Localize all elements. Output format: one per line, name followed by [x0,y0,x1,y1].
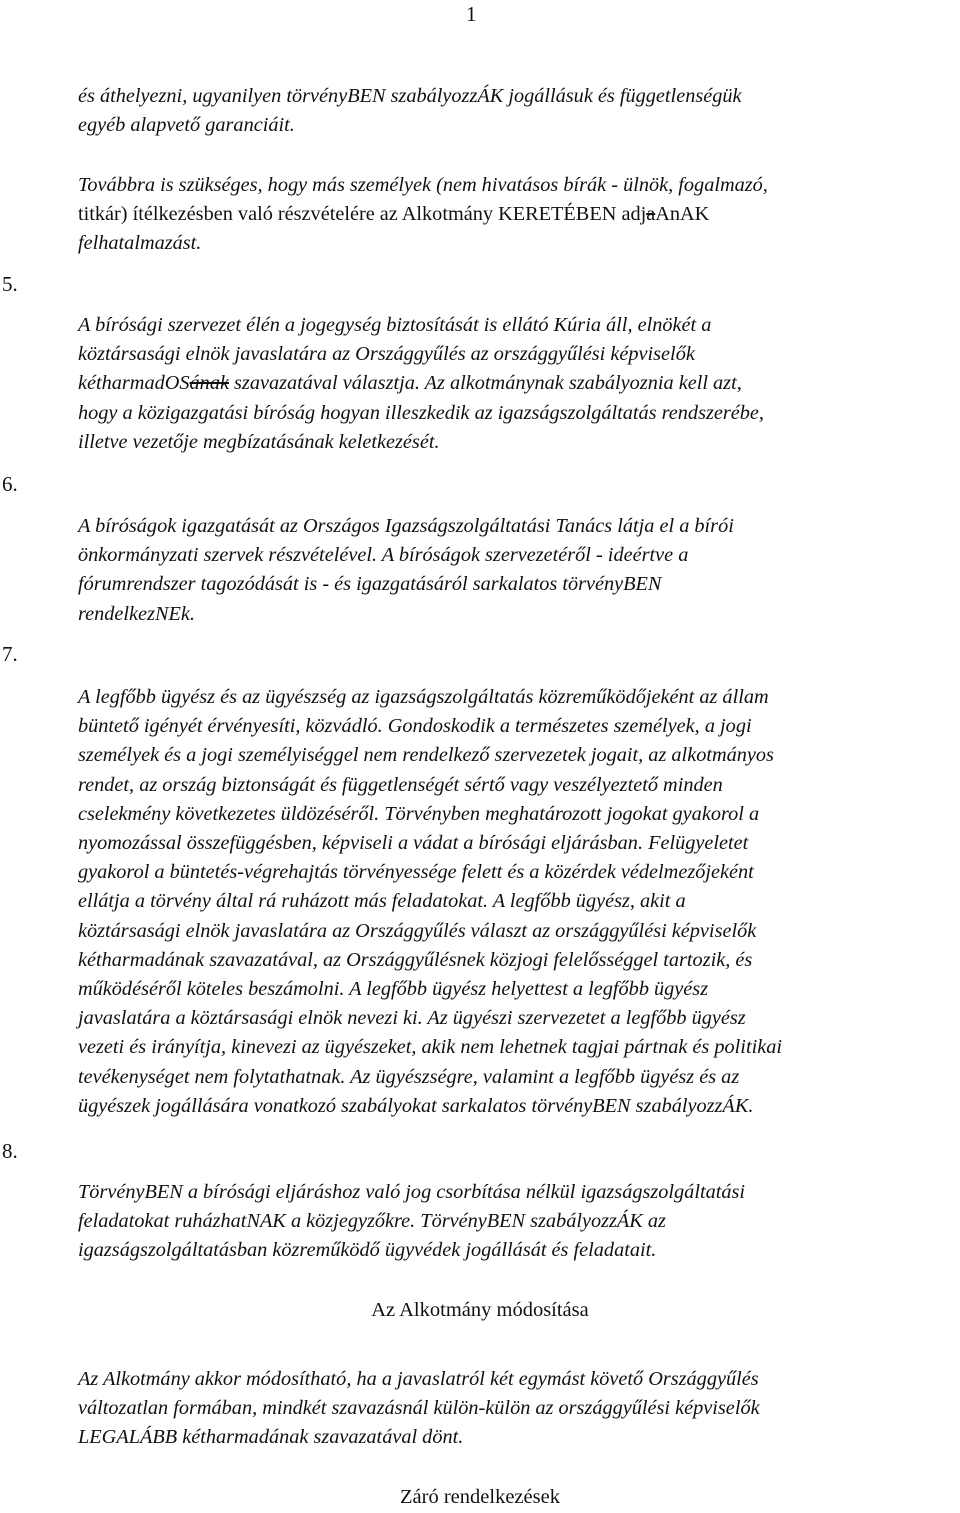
text-segment: kétharmadOS [78,372,190,395]
section-number-5: 5. [2,272,18,296]
text-line: ellátja a törvény által rá ruházott más feladatokat. A legfőbb ügyész, akit a [78,890,686,913]
text-line: személyek és a jogi személyiséggel nem rendelkező szervezetek jogait, az alkotmányos [78,744,774,767]
heading-amendment: Az Alkotmány módosítása [371,1299,589,1321]
text-line: működéséről köteles beszámolni. A legfőbb ügyész helyettest a legfőbb ügyész [78,978,709,1001]
text-segment: titkár) ítélkezésben való részvételére az Alkotmány KERETÉBEN [78,203,622,226]
section-number-7: 7. [2,642,18,666]
text-line: köztársasági elnök javaslatára az Országgyűlés választ az országgyűlési képviselők [78,919,757,942]
text-line: gyakorol a büntetés-végrehajtás törvényessége felett és a közérdek védelmezőjeként [78,861,754,884]
paragraph-court-administration [78,512,960,629]
text-line: rendelkezNEk. [78,602,195,625]
text-line: igazságszolgáltatásban közreműködő ügyvédek jogállását és feladatait. [78,1239,657,1262]
text-line: rendet, az ország biztonságát és függetlenségét sértő vagy veszélyeztető minden [78,773,723,796]
text-line: vezeti és irányítja, kinevezi az ügyészeket, akik nem lehetnek tagjai pártnak és politikai [78,1036,782,1059]
text-line: egyéb alapvető garanciáit. [78,114,295,137]
text-line: A bíróságok igazgatását az Országos Igazságszolgáltatási Tanács látja el a bírói [78,515,734,537]
text-line: Az Alkotmány akkor módosítható, ha a javaslatról két egymást követő Országgyűlés [78,1368,759,1390]
text-line: feladatokat ruházhatNAK a közjegyzőkre. TörvényBEN szabályozzÁK az [78,1210,666,1233]
text-line: változatlan formában, mindkét szavazásnál külön-külön az országgyűlési képviselők [78,1397,760,1420]
paragraph-prosecutor [78,683,960,1121]
text-line: köztársasági elnök javaslatára az Országgyűlés az országgyűlési képviselők [78,343,695,366]
text-line: ügyészek jogállására vonatkozó szabályokat sarkalatos törvényBEN szabályozzÁK. [78,1094,754,1117]
text-line: illetve vezetője megbízatásának keletkezését. [78,430,440,453]
text-line: fórumrendszer tagozódását is - és igazgatásáról sarkalatos törvényBEN [78,573,662,596]
section-number-8: 8. [2,1139,18,1163]
text-line: TörvényBEN a bírósági eljáráshoz való jog csorbítása nélkül igazságszolgáltatási [78,1181,746,1203]
text-line: és áthelyezni, ugyanilyen törvényBEN szabályozzÁK jogállásuk és függetlenségük [78,85,742,107]
text-segment: AnAK [655,203,710,226]
text-line: LEGALÁBB kétharmadának szavazatával dönt. [78,1426,464,1449]
page-number: 1 [466,2,477,26]
text-line: A legfőbb ügyész és az ügyészség az igazságszolgáltatás közreműködőjeként az állam [78,686,769,708]
text-line: önkormányzati szervek részvételével. A bíróságok szervezetéről - ideértve a [78,544,689,567]
paragraph-amendment [78,1365,960,1453]
text-line: tevékenységet nem folytathatnak. Az ügyészségre, valamint a legfőbb ügyész és az [78,1065,740,1088]
text-line: nyomozással összefüggésben, képviseli a vádat a bírósági eljárásban. Felügyeletet [78,832,749,855]
text-line: kétharmadának szavazatával, az Országgyűlésnek közjogi felelősséggel tartozik, és [78,948,753,971]
text-line [78,200,960,229]
section-number-6: 6. [2,472,18,496]
paragraph-guarantees [78,82,960,140]
text-line: hogy a közigazgatási bíróság hogyan illeszkedik az igazságszolgáltatás rendszerébe, [78,401,764,424]
text-line: felhatalmazást. [78,232,202,255]
paragraph-kuria [78,311,960,457]
struck-text: a [646,203,656,226]
text-line [78,369,960,398]
text-line: A bírósági szervezet élén a jogegység biztosítását is ellátó Kúria áll, elnökét a [78,314,712,336]
text-segment: adj [621,203,647,226]
text-line: cselekmény következetes üldözéséről. Törvényben meghatározott jogokat gyakorol a [78,802,760,825]
struck-text: ának [189,372,229,395]
text-segment: szavazatával választja. Az alkotmánynak szabályoznia kell azt, [228,372,742,395]
text-line: javaslatára a köztársasági elnök nevezi ki. Az ügyészi szervezetet a legfőbb ügyész [78,1007,746,1030]
paragraph-notaries [78,1178,960,1266]
text-line: büntető igényét érvényesíti, közvádló. Gondoskodik a természetes személyek, a jogi [78,715,752,738]
text-line: Továbbra is szükséges, hogy más személyek (nem hivatásos bírák - ülnök, fogalmazó, [78,174,768,196]
heading-closing-provisions: Záró rendelkezések [400,1486,560,1508]
paragraph-lay-judges [78,171,960,259]
